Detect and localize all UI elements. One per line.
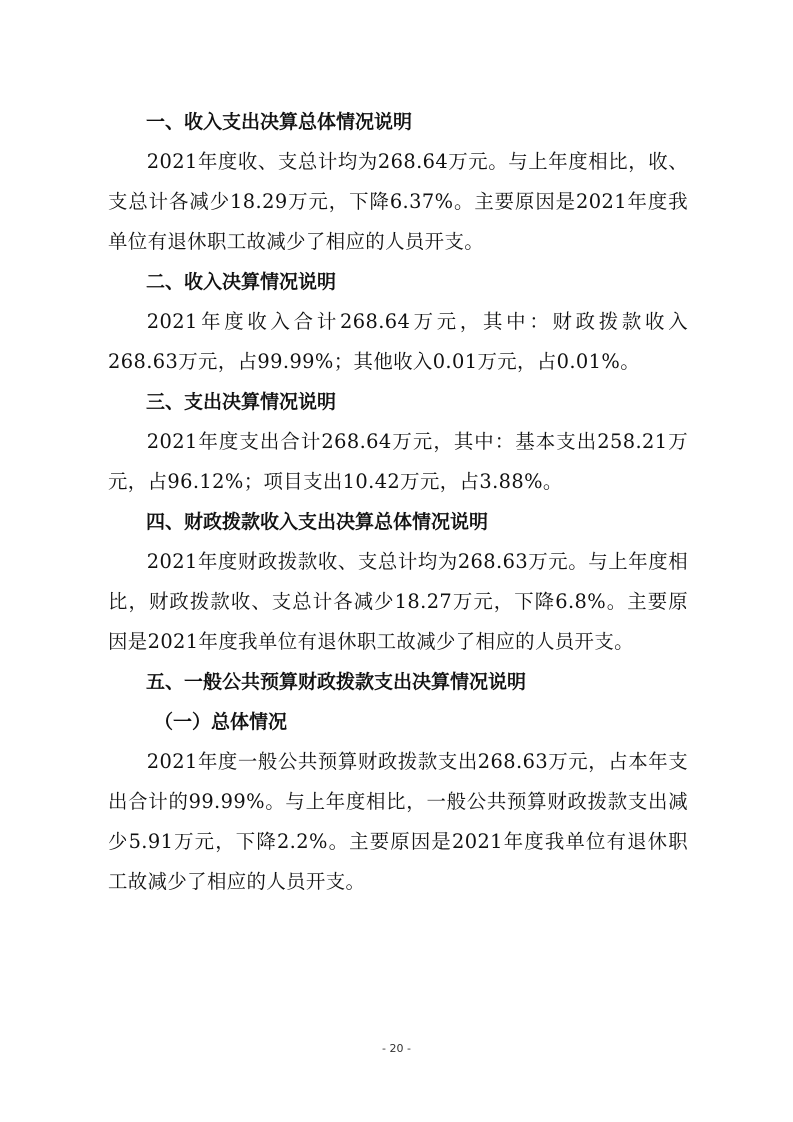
section-heading: 二、收入决算情况说明 <box>146 271 337 293</box>
section-heading: 五、一般公共预算财政拨款支出决算情况说明 <box>146 671 527 693</box>
section-subheading: （一）总体情况 <box>154 711 288 733</box>
section-paragraph: 2021年度一般公共预算财政拨款支出268.63万元，占本年支出合计的99.99%。与上年度相比，一般公共预算财政拨款支出减少5.91万元，下降2.2%。主要原因是2021年度我单位有退休职工故减少了相应的人员开支。 <box>108 750 688 893</box>
section-paragraph: 2021年度支出合计268.64万元，其中：基本支出258.21万元，占96.12%；项目支出10.42万元，占3.88%。 <box>108 430 688 493</box>
section-income-expenditure-overview <box>108 102 688 262</box>
section-paragraph: 2021年度收、支总计均为268.64万元。与上年度相比，收、支总计各减少18.29万元，下降6.37%。主要原因是2021年度我单位有退休职工故减少了相应的人员开支。 <box>108 150 688 253</box>
page-number: - 20 - <box>382 1042 411 1055</box>
section-paragraph: 2021年度收入合计268.64万元，其中：财政拨款收入268.63万元，占99.99%；其他收入0.01万元，占0.01%。 <box>108 310 688 373</box>
section-heading: 一、收入支出决算总体情况说明 <box>146 111 413 133</box>
section-heading: 三、支出决算情况说明 <box>146 391 337 413</box>
section-fiscal-appropriation-overview <box>108 502 688 662</box>
section-general-public-budget <box>108 662 688 902</box>
section-income <box>108 262 688 382</box>
section-expenditure <box>108 382 688 502</box>
document-body <box>108 102 688 902</box>
section-paragraph: 2021年度财政拨款收、支总计均为268.63万元。与上年度相比，财政拨款收、支总计各减少18.27万元，下降6.8%。主要原因是2021年度我单位有退休职工故减少了相应的人员开支。 <box>108 550 688 653</box>
section-heading: 四、财政拨款收入支出决算总体情况说明 <box>146 511 489 533</box>
